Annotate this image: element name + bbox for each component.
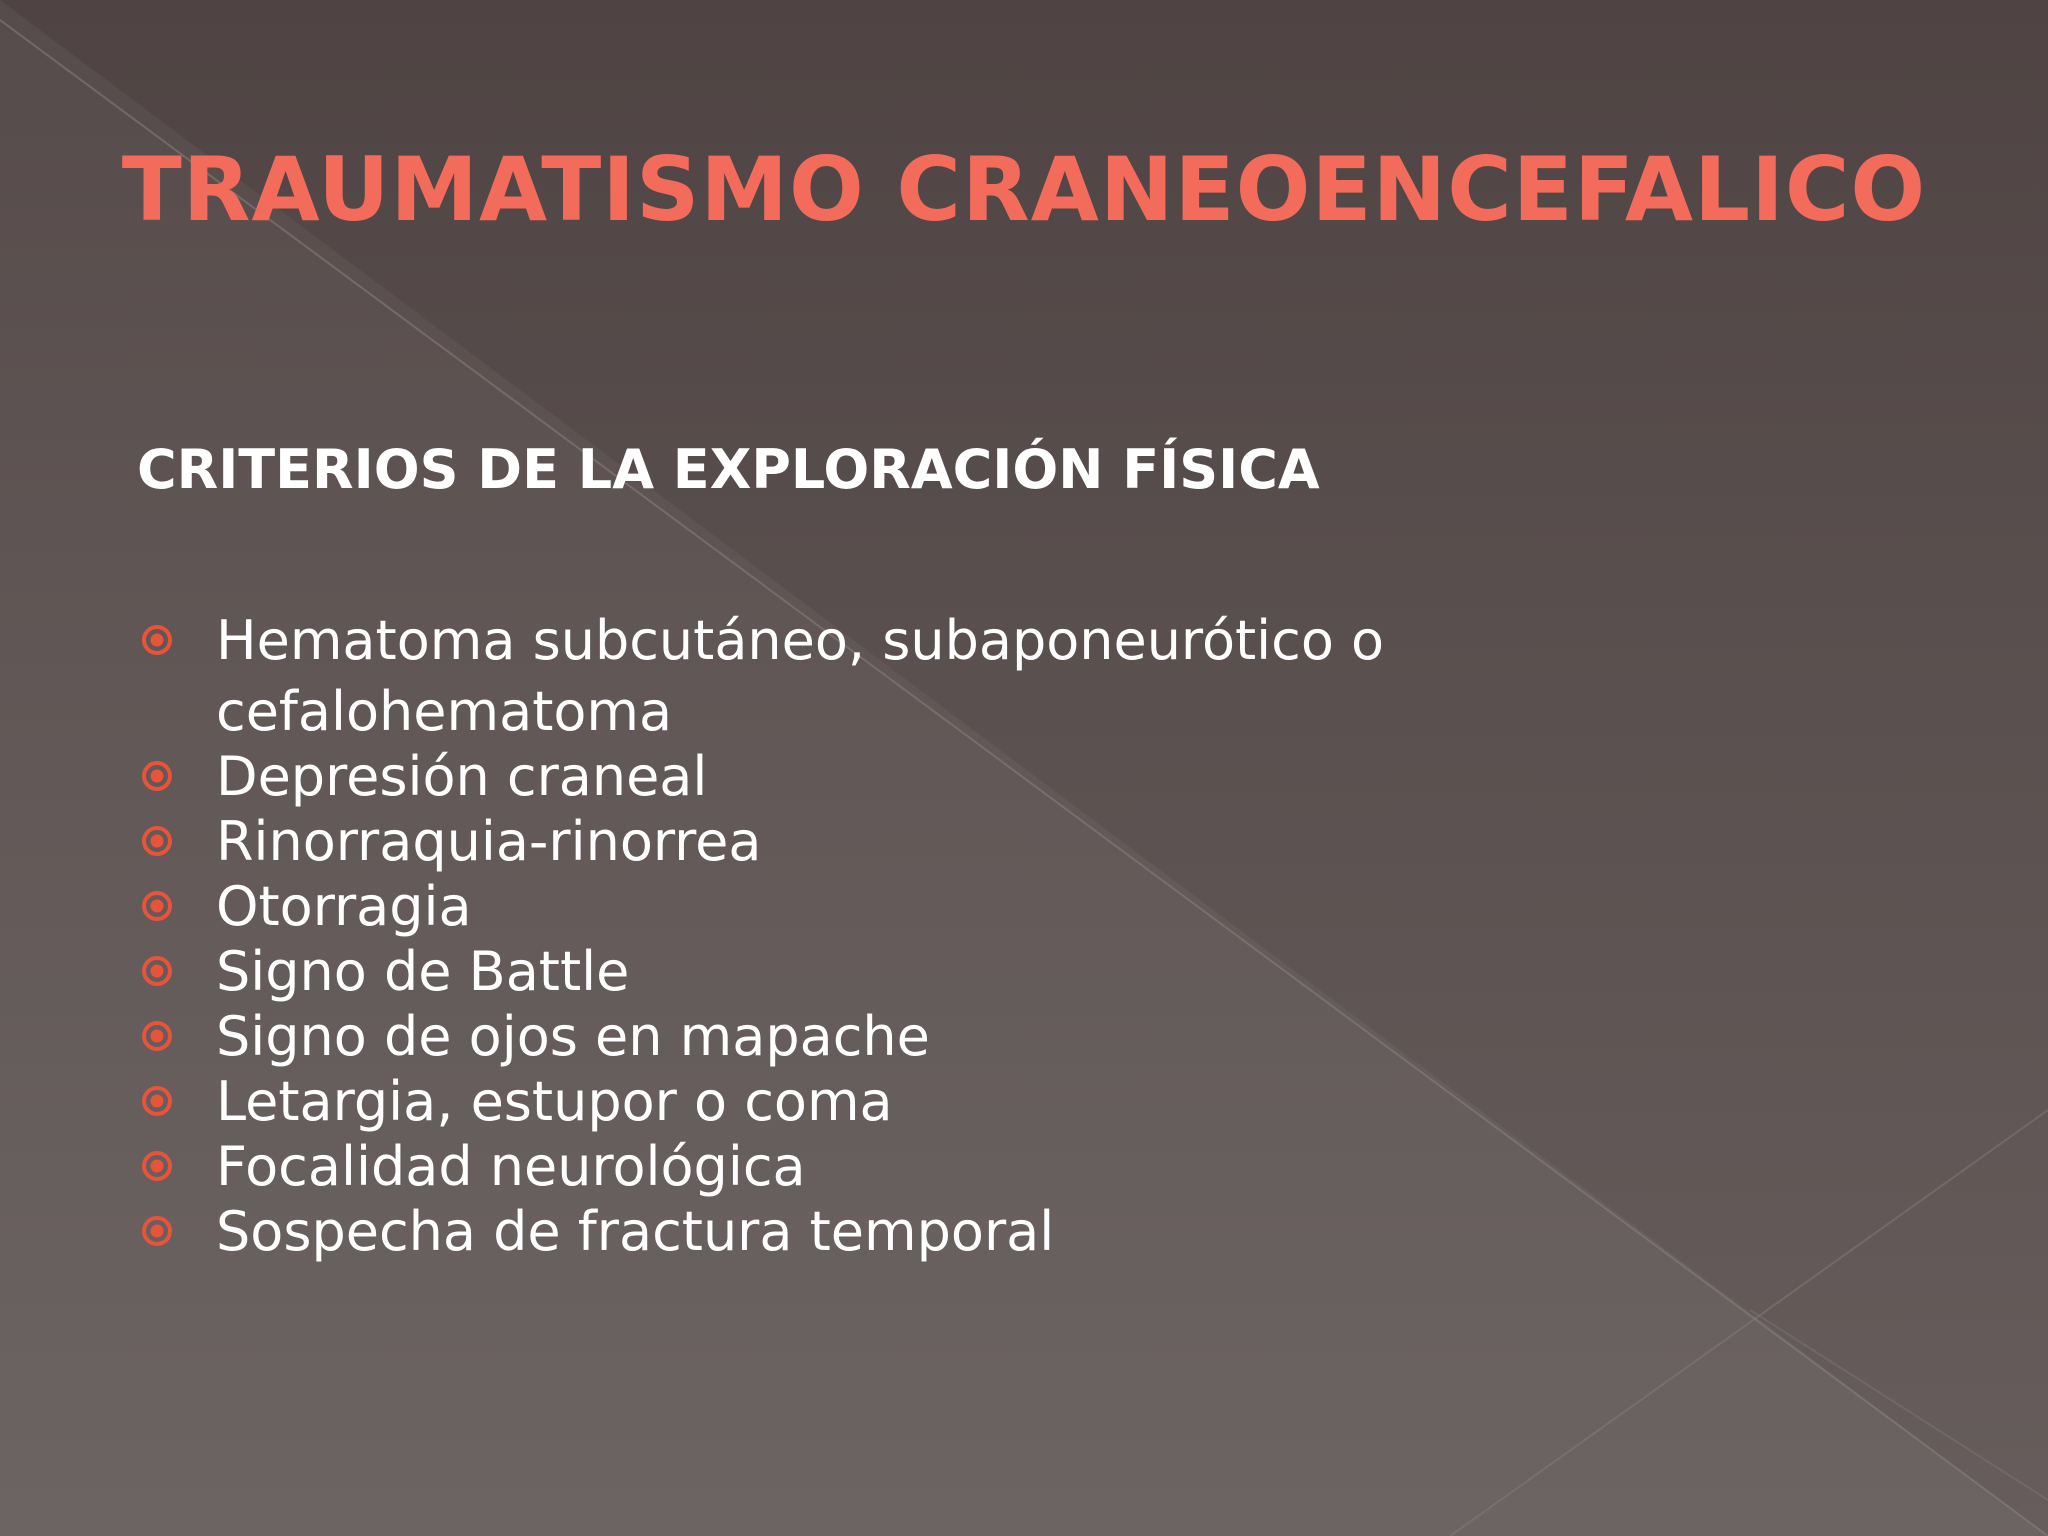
bullet-item: [137, 1196, 1737, 1267]
bullet-text: Otorragia: [216, 875, 472, 938]
bullet-text: Depresión craneal: [216, 745, 708, 808]
bullet-text: Signo de ojos en mapache: [216, 1005, 930, 1068]
bullet-item: [137, 936, 1737, 1007]
bullet-text: Letargia, estupor o coma: [216, 1070, 893, 1133]
circle-dot-bullet-icon: [140, 1084, 174, 1118]
bullet-item: [137, 1066, 1737, 1137]
circle-dot-bullet-icon: [140, 1149, 174, 1183]
circle-dot-bullet-icon: [140, 623, 174, 657]
bullet-item: [137, 1131, 1737, 1202]
circle-dot-bullet-icon: [140, 824, 174, 858]
bullet-text: Sospecha de fractura temporal: [216, 1200, 1055, 1263]
circle-dot-bullet-icon: [140, 889, 174, 923]
bullet-item: [137, 871, 1737, 942]
bullet-text: Signo de Battle: [216, 940, 630, 1003]
circle-dot-bullet-icon: [140, 1214, 174, 1248]
circle-dot-bullet-icon: [140, 759, 174, 793]
bullet-item: [137, 806, 1737, 877]
bullet-item: [137, 605, 1737, 747]
circle-dot-bullet-icon: [140, 954, 174, 988]
bullet-text: Rinorraquia-rinorrea: [216, 810, 762, 873]
slide-subtitle: CRITERIOS DE LA EXPLORACIÓN FÍSICA: [137, 438, 1320, 501]
slide-title: TRAUMATISMO CRANEOENCEFALICO: [121, 138, 1927, 241]
bullet-text: Hematoma subcutáneo, subaponeurótico o cefalohematoma: [216, 609, 1385, 743]
circle-dot-bullet-icon: [140, 1019, 174, 1053]
bullet-item: [137, 741, 1737, 812]
bullet-item: [137, 1001, 1737, 1072]
bullet-list: [137, 605, 1737, 1261]
bullet-text: Focalidad neurológica: [216, 1135, 806, 1198]
